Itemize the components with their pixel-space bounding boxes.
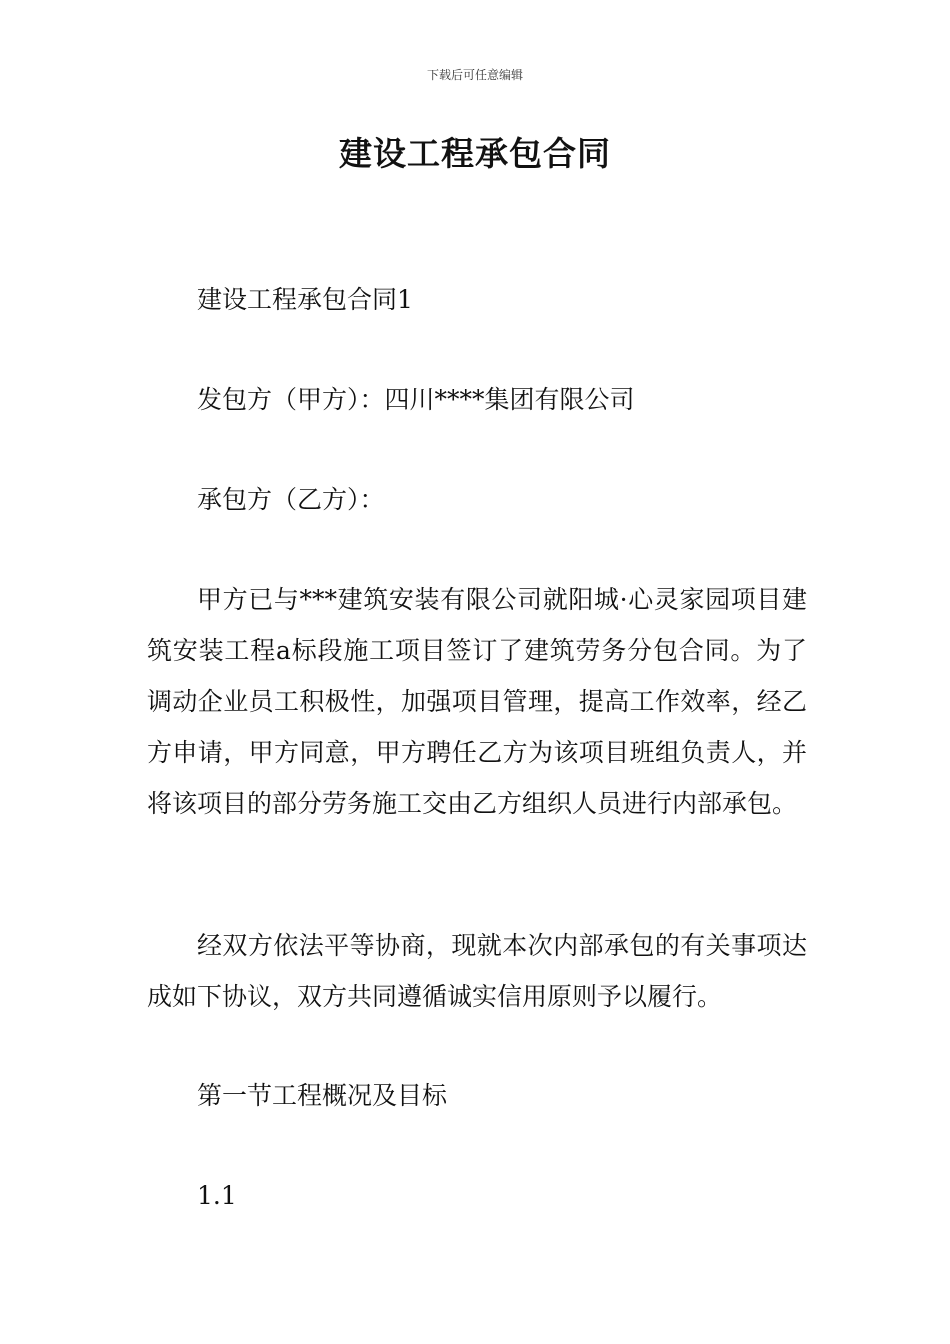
section-heading: 第一节工程概况及目标 [197,1081,448,1110]
agreement-paragraph: 经双方依法平等协商，现就本次内部承包的有关事项达成如下协议，双方共同遵循诚实信用原则予以履行。 [147,931,807,1011]
party-a-line: 发包方（甲方）：四川****集团有限公司 [197,385,635,414]
party-b-line: 承包方（乙方）： [197,485,385,514]
clause-number: 1.1 [197,1181,237,1210]
document-title: 建设工程承包合同 [339,134,611,173]
preamble-paragraph: 甲方已与***建筑安装有限公司就阳城·心灵家园项目建筑安装工程a标段施工项目签订了建筑劳务分包合同。为了调动企业员工积极性，加强项目管理，提高工作效率，经乙方申请，甲方同意，甲方聘任乙方为该项目班组负责人，并将该项目的部分劳务施工交由乙方组织人员进行内部承包。 [147,585,807,818]
header-note: 下载后可任意编辑 [426,68,523,82]
contract-subtitle: 建设工程承包合同1 [197,285,413,314]
